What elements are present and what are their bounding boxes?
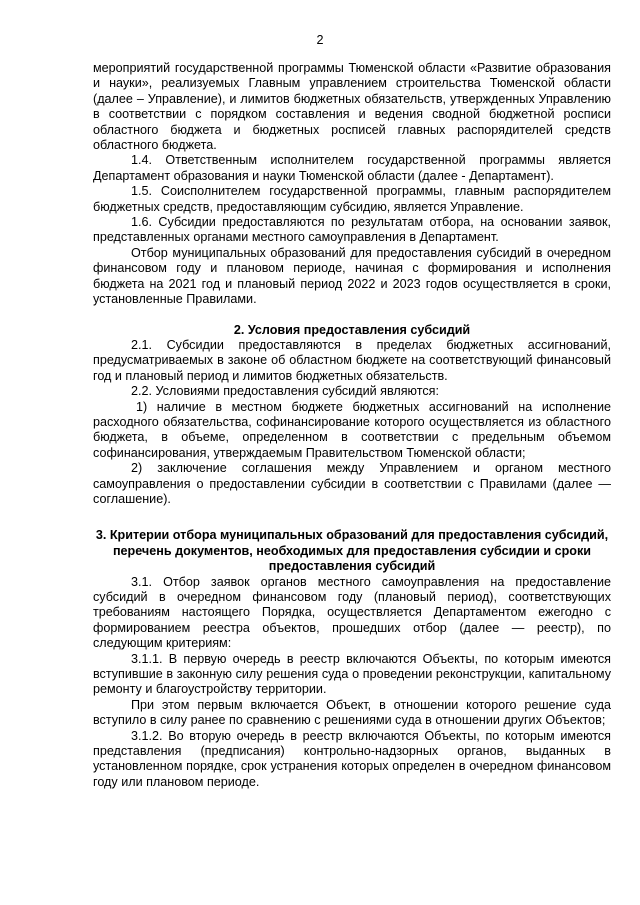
paragraph-3-1-2: 3.1.2. Во вторую очередь в реестр включаются Объекты, по которым имеются представления (предписания) контрольно-надзорных органов, выданных в установленном порядке, срок устранения которых определен в очередном финансовом году или плановом периоде. bbox=[93, 728, 611, 789]
paragraph-1-6: 1.6. Субсидии предоставляются по результатам отбора, на основании заявок, представленных органами местного самоуправления в Департамент. bbox=[93, 215, 611, 245]
document-body bbox=[93, 61, 611, 790]
section-2-heading: 2. Условия предоставления субсидий bbox=[233, 322, 471, 337]
paragraph-3-1: 3.1. Отбор заявок органов местного самоуправления на предоставление субсидий в очередном финансовом году (плановый период), соответствующих требованиям настоящего Порядка, осуществляется Департаментом ежегодно с формированием реестра объектов, прошедших отбор (далее — реестр), по следующим критериям: bbox=[93, 574, 611, 651]
list-item-condition-2: 2) заключение соглашения между Управлением и органом местного самоуправления о предоставлении субсидии в соответствии с Правилами (далее — соглашение). bbox=[93, 461, 611, 506]
paragraph-3-1-1: 3.1.1. В первую очередь в реестр включаются Объекты, по которым имеются вступившие в законную силу решения суда о проведении реконструкции, капитальному ремонту и благоустройству территории. bbox=[93, 651, 611, 697]
list-item-condition-1: 1) наличие в местном бюджете бюджетных ассигнований на исполнение расходного обязательства, софинансирование которого осуществляется из областного бюджета, в объеме, определенном в соответствии с предельным объемом софинансирования, утверждаемым Правительством Тюменской области; bbox=[93, 399, 611, 460]
paragraph-first-object: При этом первым включается Объект, в отношении которого решение суда вступило в силу ранее по сравнению с решениями суда в отношении других Объектов; bbox=[93, 697, 611, 728]
paragraph-2-2: 2.2. Условиями предоставления субсидий являются: bbox=[131, 384, 439, 399]
section-3-heading: 3. Критерии отбора муниципальных образований для предоставления субсидий, перечень документов, необходимых для предоставления субсидии и сроки предоставления субсидий bbox=[95, 528, 609, 574]
page-number: 2 bbox=[316, 33, 324, 47]
paragraph-1-4: 1.4. Ответственным исполнителем государственной программы является Департамент образования и науки Тюменской области (далее - Департамент). bbox=[93, 153, 611, 183]
paragraph-1-5: 1.5. Соисполнителем государственной программы, главным распорядителем бюджетных средств, предоставляющим субсидию, является Управление. bbox=[93, 184, 611, 214]
paragraph-selection: Отбор муниципальных образований для предоставления субсидий в очередном финансовом году и плановом периоде, начиная с формирования и исполнения бюджета на 2021 год и плановый период 2022 и 2023 годов осуществляется в сроки, установленные Правилами. bbox=[93, 245, 611, 307]
paragraph-intro-continuation: мероприятий государственной программы Тюменской области «Развитие образования и науки», реализуемых Главным управлением строительства Тюменской области (далее – Управление), и лимитов бюджетных обязательств, утвержденных Управлению в соответствии с порядком составления и ведения сводной бюджетной росписи областного бюджета и бюджетных росписей главных распорядителей средств областного бюджета. bbox=[93, 61, 611, 153]
paragraph-2-1: 2.1. Субсидии предоставляются в пределах бюджетных ассигнований, предусматриваемых в законе об областном бюджете на соответствующий финансовый год и плановый период и лимитов бюджетных обязательств. bbox=[93, 337, 611, 383]
